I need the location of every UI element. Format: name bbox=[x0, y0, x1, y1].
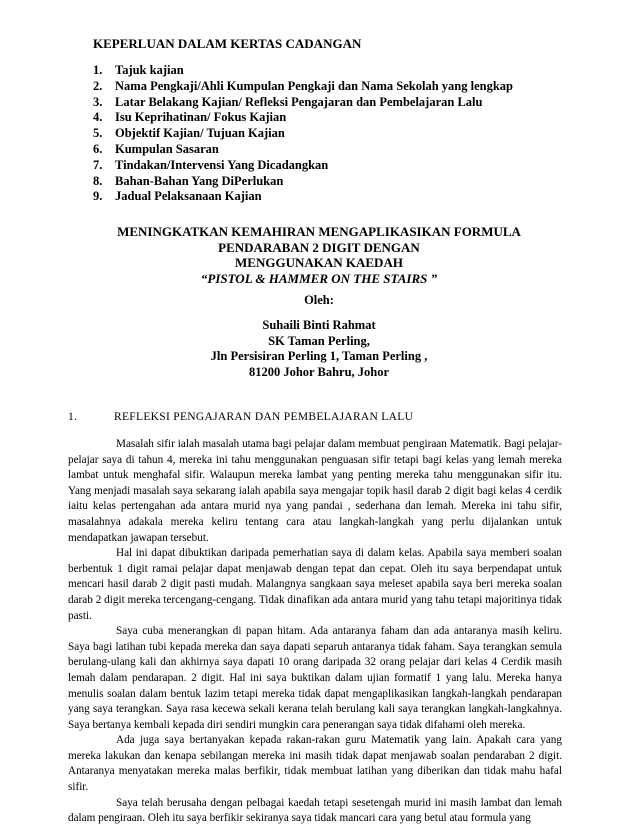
author-school: SK Taman Perling, bbox=[268, 333, 370, 348]
list-item bbox=[93, 158, 513, 174]
requirements-list bbox=[93, 63, 513, 205]
title-line: MENINGKATKAN KEMAHIRAN MENGAPLIKASIKAN FORMULA bbox=[117, 224, 521, 239]
list-item-text: Kumpulan Sasaran bbox=[115, 141, 219, 156]
author-name: Suhaili Binti Rahmat bbox=[262, 318, 376, 332]
list-item-number: 1. bbox=[93, 63, 103, 77]
list-item-number: 9. bbox=[93, 189, 103, 204]
list-item bbox=[93, 79, 513, 95]
list-item bbox=[93, 110, 513, 126]
list-item-number: 6. bbox=[93, 141, 103, 156]
section-heading bbox=[68, 411, 413, 423]
research-title bbox=[0, 224, 638, 286]
list-item bbox=[93, 174, 513, 190]
list-item-text: Tindakan/Intervensi Yang Dicadangkan bbox=[115, 157, 329, 172]
list-item-text: Objektif Kajian/ Tujuan Kajian bbox=[115, 126, 285, 141]
list-item-number: 3. bbox=[93, 94, 103, 109]
author-address: 81200 Johor Bahru, Johor bbox=[248, 364, 390, 379]
section-title: REFLEKSI PENGAJARAN DAN PEMBELAJARAN LALU bbox=[114, 411, 414, 423]
list-item-text: Latar Belakang Kajian/ Refleksi Pengajaran dan Pembelajaran Lalu bbox=[115, 94, 483, 109]
list-item-number: 4. bbox=[93, 110, 103, 125]
list-item-number: 8. bbox=[93, 173, 103, 188]
author-address: Jln Persisiran Perling 1, Taman Perling , bbox=[210, 349, 428, 363]
paragraph: Ada juga saya bertanyakan kepada rakan-rakan guru Matematik yang lain. Apakah cara yang mereka lakukan dan kenapa sebilangan mereka ini masih tidak dapat menjawab soalan pendaraban 2 digit. Antaranya menyatakan mereka malas berfikir, tidak membuat latihan yang diberikan dan tidak mahu hafal sifir. bbox=[68, 734, 562, 794]
paragraph: Saya telah berusaha dengan pelbagai kaedah tetapi sesetengah murid ini masih lambat dan lemah dalam pengiraan. Oleh itu saya berfikir sekiranya saya tidak mancari cara yang betul atau formula yang bbox=[68, 796, 562, 825]
paragraph: Saya cuba menerangkan di papan hitam. Ada antaranya faham dan ada antaranya masih keliru. Saya bagi latihan tubi kepada mereka dan saya dapati separuh antaranya tidak faham. Saya terangkan semula berulang-ulang kali dan akhirnya saya dapati 10 orang daripada 32 orang pelajar dari kelas 4 Cerdik masih lemah dalam pendarapan. 2 digit. Hal ini saya buktikan dalam ujian formatif 1 yang lalu. Mereka hanya menulis soalan dalam bentuk lazim tetapi mereka tidak dapat mengaplikasikan langkah-langkah pendarapan yang saya terangkan. Saya rasa kecewa sekali kerana telah berulang kali saya terangkan langkah-langkahnya. Saya bertanya kembali kepada diri sendiri mungkin cara penerangan saya tidak difahami oleh mereka. bbox=[68, 625, 562, 731]
list-item-text: Nama Pengkaji/Ahli Kumpulan Pengkaji dan Nama Sekolah yang lengkap bbox=[115, 78, 513, 93]
requirements-heading: KEPERLUAN DALAM KERTAS CADANGAN bbox=[93, 36, 362, 51]
list-item-text: Tajuk kajian bbox=[115, 63, 184, 77]
title-method-name: “PISTOL & HAMMER ON THE STAIRS ” bbox=[200, 270, 438, 286]
paragraph: Masalah sifir ialah masalah utama bagi pelajar dalam membuat pengiraan Matematik. Bagi pelajar-pelajar saya di tahun 4, mereka ini tahu menggunakan penguasan sifir tetapi bagi kelas yang lemah mereka lambat untuk menghafal sifir. Walaupun mereka lambat yang penting mereka tahu menggunakan sifir itu. Yang menjadi masalah saya sekarang ialah apabila saya mengajar topik hasil darab 2 digit bagi kelas 4 cerdik iaitu kelas pertengahan ada antara murid nya yang pandai , sederhana dan lemah. Mereka ini tahu sifir, masalahnya adakala mereka keliru tentang cara atau langkah-langkah yang perlu dijalankan untuk mendapatkan jawapan tersebut. bbox=[68, 438, 562, 544]
paragraph: Hal ini dapat dibuktikan daripada pemerhatian saya di dalam kelas. Apabila saya memberi soalan berbentuk 1 digit ramai pelajar dapat menjawab dengan tepat dan cepat. Oleh itu saya berpendapat untuk mencari hasil darab 2 digit pasti mudah. Malangnya sangkaan saya meleset apabila saya beri mereka soalan darab 2 digit mereka tercengang-cengang. Tidak dinafikan ada antara murid yang tahu tetapi majoritinya tidak pasti. bbox=[68, 547, 562, 622]
section-body bbox=[68, 437, 562, 827]
list-item-number: 7. bbox=[93, 157, 103, 172]
list-item bbox=[93, 142, 513, 158]
list-item bbox=[93, 126, 513, 142]
list-item bbox=[93, 95, 513, 111]
title-line: MENGGUNAKAN KAEDAH bbox=[235, 255, 403, 270]
list-item-text: Bahan-Bahan Yang DiPerlukan bbox=[115, 173, 284, 188]
list-item-number: 5. bbox=[93, 126, 103, 141]
list-item-text: Isu Keprihatinan/ Fokus Kajian bbox=[115, 110, 287, 125]
section-number: 1. bbox=[68, 411, 78, 423]
title-line: PENDARABAN 2 DIGIT DENGAN bbox=[218, 239, 420, 255]
list-item-text: Jadual Pelaksanaan Kajian bbox=[115, 189, 262, 204]
list-item bbox=[93, 63, 513, 79]
byline-label: Oleh: bbox=[304, 293, 334, 307]
list-item bbox=[93, 189, 513, 205]
list-item-number: 2. bbox=[93, 78, 103, 93]
author-block bbox=[0, 318, 638, 380]
